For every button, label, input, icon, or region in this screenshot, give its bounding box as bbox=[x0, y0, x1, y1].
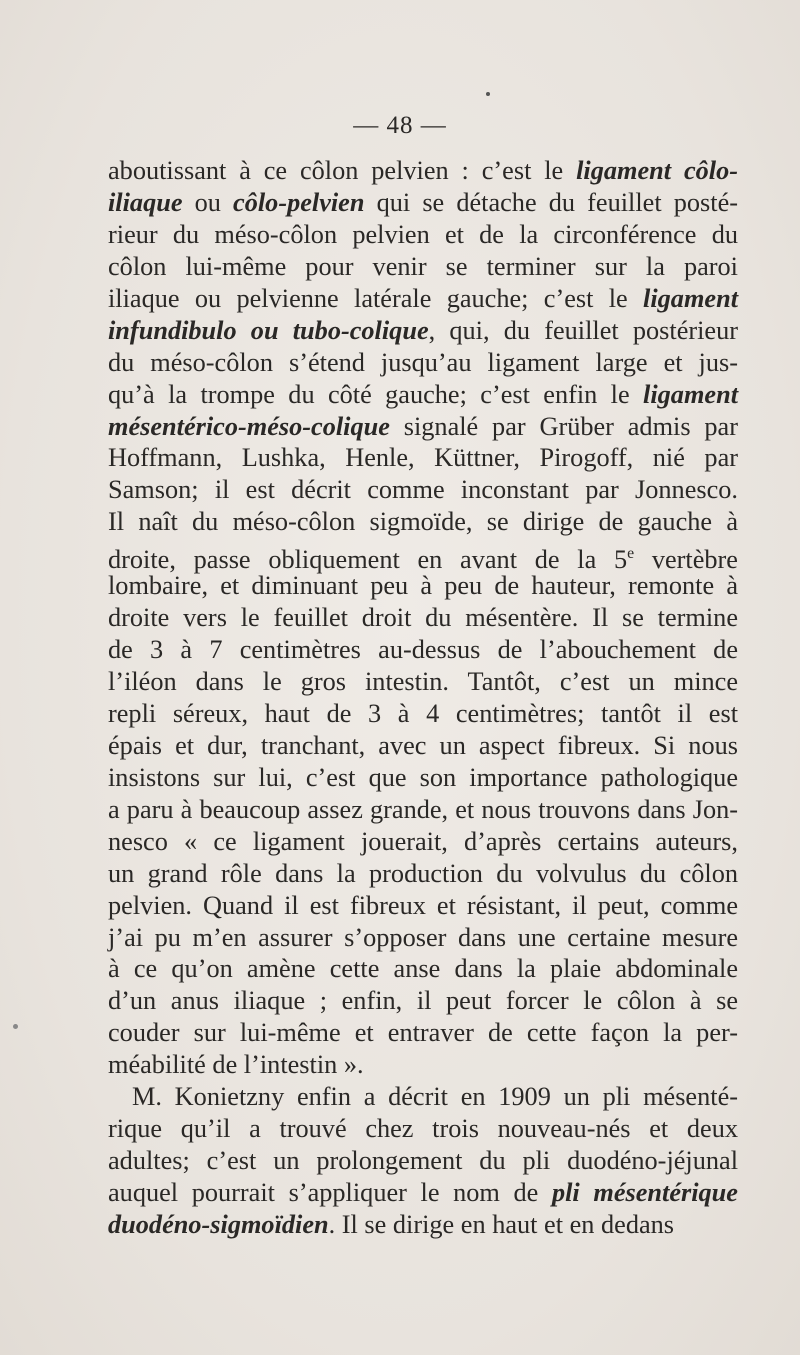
page-number: — 48 — bbox=[353, 112, 447, 139]
text-run: couder sur lui-même et entraver de cette façon la per- bbox=[108, 1018, 738, 1048]
text-line bbox=[108, 347, 738, 379]
text-line bbox=[108, 762, 738, 794]
text-line bbox=[108, 1113, 738, 1145]
text-line bbox=[108, 442, 738, 474]
text-line bbox=[108, 1081, 738, 1113]
text-run: côlon lui-même pour venir se terminer sur la paroi bbox=[108, 251, 738, 281]
text-run: de 3 à 7 centimètres au-dessus de l’abouchement de bbox=[108, 635, 738, 665]
text-run: insistons sur lui, c’est que son importance pathologique bbox=[108, 762, 738, 792]
text-line bbox=[108, 666, 738, 698]
text-run: un grand rôle dans la production du volvulus du côlon bbox=[108, 858, 738, 888]
text-run: épais et dur, tranchant, avec un aspect fibreux. Si nous bbox=[108, 730, 738, 760]
italic-term: duodéno-sigmoïdien bbox=[108, 1209, 329, 1239]
text-line bbox=[108, 1049, 738, 1081]
text-line bbox=[108, 251, 738, 283]
text-run: du méso-côlon s’étend jusqu’au ligament large et jus- bbox=[108, 347, 738, 377]
text-run: aboutissant à ce côlon pelvien : c’est le bbox=[108, 156, 577, 185]
text-line bbox=[108, 794, 738, 826]
text-run: Samson; il est décrit comme inconstant par Jonnesco. bbox=[108, 475, 738, 505]
text-line bbox=[108, 922, 738, 954]
text-run: , qui, du feuillet postérieur bbox=[428, 315, 739, 345]
text-line bbox=[108, 826, 738, 858]
text-run: Il naît du méso-côlon sigmoïde, se dirige de gauche à bbox=[108, 507, 738, 537]
text-line bbox=[108, 538, 738, 575]
text-run: Hoffmann, Lushka, Henle, Küttner, Pirogoff, nié par bbox=[108, 443, 738, 473]
italic-term: ligament côlo- bbox=[576, 156, 739, 185]
text-line bbox=[108, 506, 738, 538]
text-run: auquel pourrait s’appliquer le nom de bbox=[108, 1178, 552, 1207]
text-run: l’iléon dans le gros intestin. Tantôt, c’est un mince bbox=[108, 667, 738, 696]
ink-speck bbox=[13, 1024, 18, 1029]
text-line bbox=[108, 570, 738, 602]
italic-term: ligament bbox=[643, 379, 738, 409]
italic-term: mésentérico-méso-colique bbox=[108, 411, 390, 441]
text-run: iliaque ou pelvienne latérale gauche; c’est le bbox=[108, 283, 644, 313]
text-run: rieur du méso-côlon pelvien et de la circonférence du bbox=[108, 219, 738, 249]
italic-term: infundibulo ou tubo-colique bbox=[108, 315, 429, 345]
italic-term: pli mésentérique bbox=[551, 1178, 738, 1207]
text-run: à ce qu’on amène cette anse dans la plaie abdominale bbox=[108, 954, 738, 984]
text-run: ou bbox=[182, 187, 234, 217]
text-run: M. Konietzny enfin a décrit en 1909 un pli mésenté- bbox=[132, 1082, 738, 1112]
text-run: signalé par Grüber admis par bbox=[389, 411, 738, 441]
superscript: e bbox=[627, 545, 635, 563]
text-run: lombaire, et diminuant peu à peu de hauteur, remonte à bbox=[108, 571, 738, 601]
text-run: droite, passe obliquement en avant de la 5 bbox=[108, 545, 628, 575]
text-run: qu’à la trompe du côté gauche; c’est enfin le bbox=[108, 379, 644, 409]
text-line bbox=[108, 1145, 738, 1177]
text-line bbox=[108, 858, 738, 890]
italic-term: ligament bbox=[643, 283, 738, 313]
text-line bbox=[108, 698, 738, 730]
text-run: méabilité de l’intestin ». bbox=[108, 1050, 364, 1080]
text-line bbox=[108, 315, 738, 347]
text-run: pelvien. Quand il est fibreux et résistant, il peut, comme bbox=[108, 890, 738, 920]
text-line bbox=[108, 890, 738, 922]
text-line bbox=[108, 1209, 738, 1241]
text-run: qui se détache du feuillet posté- bbox=[364, 187, 738, 217]
paragraph bbox=[108, 155, 738, 1081]
ink-speck bbox=[486, 92, 490, 96]
text-line bbox=[108, 730, 738, 762]
text-line bbox=[108, 283, 738, 315]
text-run: droite vers le feuillet droit du mésentère. Il se termine bbox=[108, 603, 738, 633]
text-line bbox=[108, 1177, 738, 1209]
text-run: . Il se dirige en haut et en dedans bbox=[328, 1209, 675, 1239]
text-line bbox=[108, 379, 738, 411]
text-run: vertèbre bbox=[634, 545, 738, 575]
text-line bbox=[108, 602, 738, 634]
text-run: rique qu’il a trouvé chez trois nouveau-nés et deux bbox=[108, 1114, 738, 1144]
text-line bbox=[108, 1017, 738, 1049]
text-line bbox=[108, 474, 738, 506]
text-line bbox=[108, 634, 738, 666]
text-run: d’un anus iliaque ; enfin, il peut forcer le côlon à se bbox=[108, 986, 738, 1016]
text-line bbox=[108, 219, 738, 251]
text-run: repli séreux, haut de 3 à 4 centimètres; tantôt il est bbox=[108, 698, 738, 728]
italic-term: côlo-pelvien bbox=[233, 187, 365, 217]
text-run: nesco « ce ligament jouerait, d’après certains auteurs, bbox=[108, 826, 738, 856]
text-line bbox=[108, 411, 738, 443]
text-line bbox=[108, 155, 738, 187]
text-line bbox=[108, 985, 738, 1017]
text-line bbox=[108, 187, 738, 219]
text-line bbox=[108, 953, 738, 985]
paragraph bbox=[108, 1081, 738, 1241]
italic-term: iliaque bbox=[108, 187, 183, 217]
text-run: j’ai pu m’en assurer s’opposer dans une certaine mesure bbox=[108, 922, 738, 952]
text-run: adultes; c’est un prolongement du pli duodéno-jéjunal bbox=[108, 1146, 738, 1176]
body-text bbox=[108, 155, 738, 1241]
text-run: a paru à beaucoup assez grande, et nous trouvons dans Jon- bbox=[108, 794, 738, 824]
